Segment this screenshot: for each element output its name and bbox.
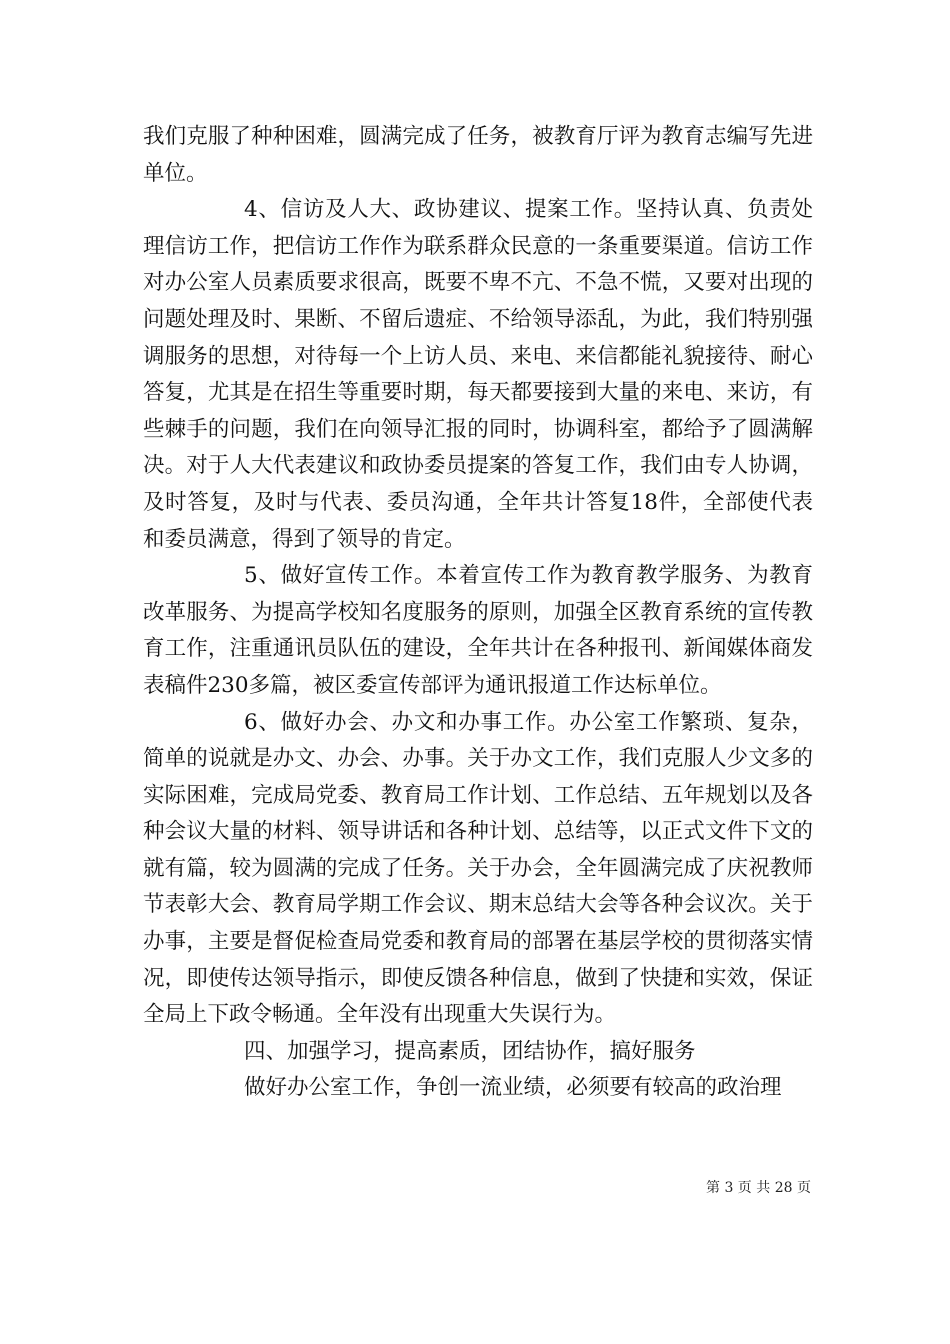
page-number-footer: 第 3 页 共 28 页	[706, 1180, 811, 1196]
document-body	[143, 119, 813, 1107]
paragraph-publicity-work: 5、做好宣传工作。本着宣传工作为教育教学服务、为教育改革服务、为提高学校知名度服务的原则，加强全区教育系统的宣传教育工作，注重通讯员队伍的建设，全年共计在各种报刊、新闻媒体商发表稿件230多篇，被区委宣传部评为通讯报道工作达标单位。	[143, 563, 813, 698]
section-heading: 四、加强学习，提高素质，团结协作，搞好服务	[244, 1038, 696, 1064]
paragraph-study-intro: 做好办公室工作，争创一流业绩，必须要有较高的政治理	[244, 1075, 782, 1101]
paragraph-petition-work: 4、信访及人大、政协建议、提案工作。坚持认真、负责处理信访工作，把信访工作作为联系群众民意的一条重要渠道。信访工作对办公室人员素质要求很高，既要不卑不亢、不急不慌，又要对出现的问题处理及时、果断、不留后遗症、不给领导添乱，为此，我们特别强调服务的思想，对待每一个上访人员、来电、来信都能礼貌接待、耐心答复，尤其是在招生等重要时期，每天都要接到大量的来电、来访，有些棘手的问题，我们在向领导汇报的同时，协调科室，都给予了圆满解决。对于人大代表建议和政协委员提案的答复工作，我们由专人协调，及时答复，及时与代表、委员沟通，全年共计答复18件，全部使代表和委员满意，得到了领导的肯定。	[143, 197, 813, 552]
paragraph-office-work: 6、做好办会、办文和办事工作。办公室工作繁琐、复杂，简单的说就是办文、办会、办事。关于办文工作，我们克服人少文多的实际困难，完成局党委、教育局工作计划、工作总结、五年规划以及各种会议大量的材料、领导讲话和各种计划、总结等，以正式文件下文的就有篇，较为圆满的完成了任务。关于办会，全年圆满完成了庆祝教师节表彰大会、教育局学期工作会议、期末总结大会等各种会议次。关于办事，主要是督促检查局党委和教育局的部署在基层学校的贯彻落实情况，即使传达领导指示，即使反馈各种信息，做到了快捷和实效，保证全局上下政令畅通。全年没有出现重大失误行为。	[143, 709, 813, 1028]
paragraph-continuation: 我们克服了种种困难，圆满完成了任务，被教育厅评为教育志编写先进单位。	[143, 124, 813, 186]
